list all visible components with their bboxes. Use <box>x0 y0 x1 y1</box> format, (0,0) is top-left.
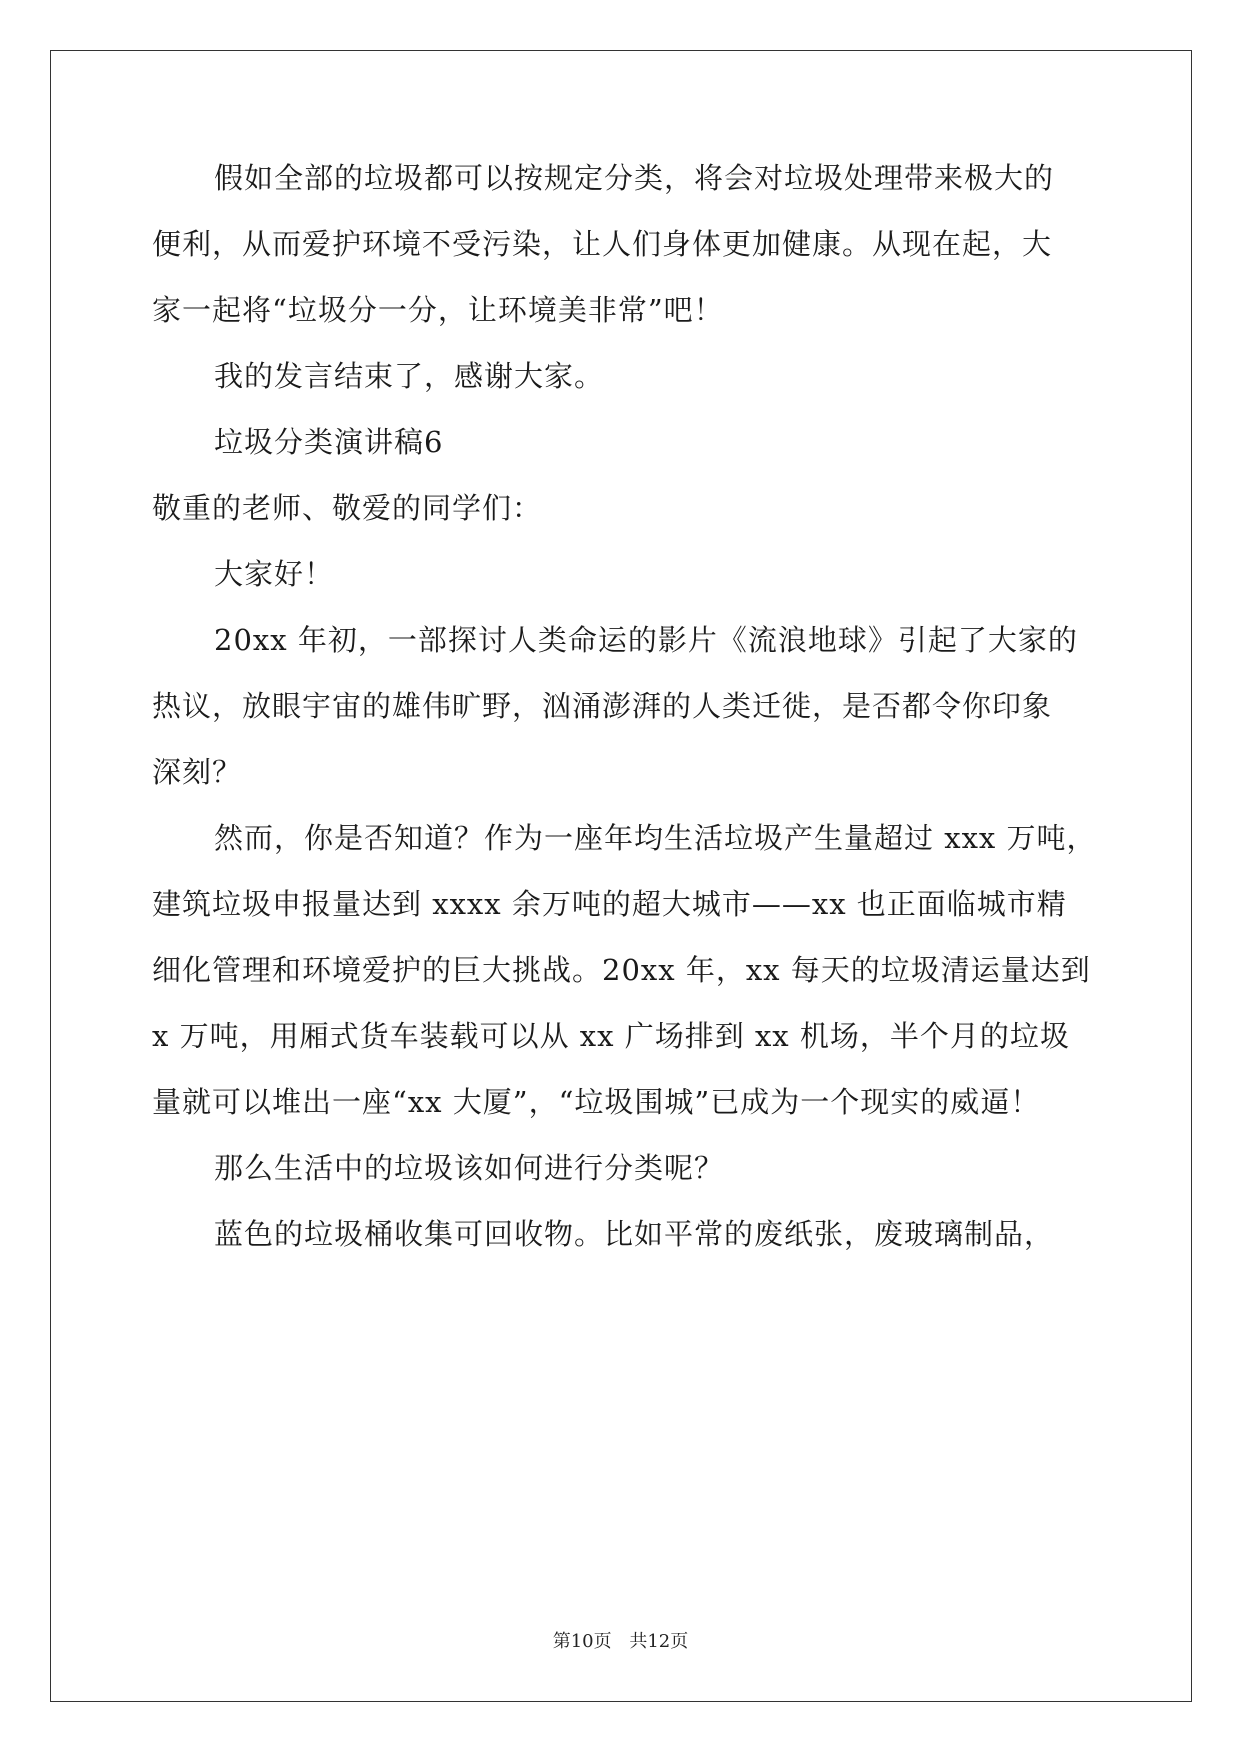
paragraph-line: 20xx 年初，一部探讨人类命运的影片《流浪地球》引起了大家的 <box>214 623 1078 657</box>
section-heading: 垃圾分类演讲稿6 <box>214 425 444 459</box>
paragraph-line: 建筑垃圾申报量达到 xxxx 余万吨的超大城市——xx 也正面临城市精 <box>152 887 1067 921</box>
paragraph-line: 然而，你是否知道？作为一座年均生活垃圾产生量超过 xxx 万吨， <box>214 821 1097 855</box>
paragraph-line: 深刻？ <box>152 755 243 789</box>
page-footer <box>0 1630 1241 1654</box>
paragraph-line: 家一起将“垃圾分一分，让环境美非常”吧！ <box>152 293 724 327</box>
paragraph-line: 蓝色的垃圾桶收集可回收物。比如平常的废纸张，废玻璃制品， <box>214 1217 1055 1251</box>
paragraph-line: 便利，从而爱护环境不受污染，让人们身体更加健康。从现在起，大 <box>152 227 1053 261</box>
paragraph-line: 我的发言结束了，感谢大家。 <box>214 359 605 393</box>
salutation: 敬重的老师、敬爱的同学们： <box>152 491 543 525</box>
greeting: 大家好！ <box>214 557 335 591</box>
paragraph-line: 细化管理和环境爱护的巨大挑战。20xx 年，xx 每天的垃圾清运量达到 <box>152 953 1091 987</box>
page-number: 第10页 <box>552 1631 612 1652</box>
paragraph-line: 量就可以堆出一座“xx 大厦”，“垃圾围城”已成为一个现实的威逼！ <box>152 1085 1041 1119</box>
paragraph-line: 热议，放眼宇宙的雄伟旷野，汹涌澎湃的人类迁徙，是否都令你印象 <box>152 689 1053 723</box>
paragraph-line: 假如全部的垃圾都可以按规定分类，将会对垃圾处理带来极大的 <box>214 161 1055 195</box>
page-total: 共12页 <box>629 1631 689 1652</box>
paragraph-line: 那么生活中的垃圾该如何进行分类呢？ <box>214 1151 725 1185</box>
paragraph-line: x 万吨，用厢式货车装载可以从 xx 广场排到 xx 机场，半个月的垃圾 <box>152 1019 1070 1053</box>
